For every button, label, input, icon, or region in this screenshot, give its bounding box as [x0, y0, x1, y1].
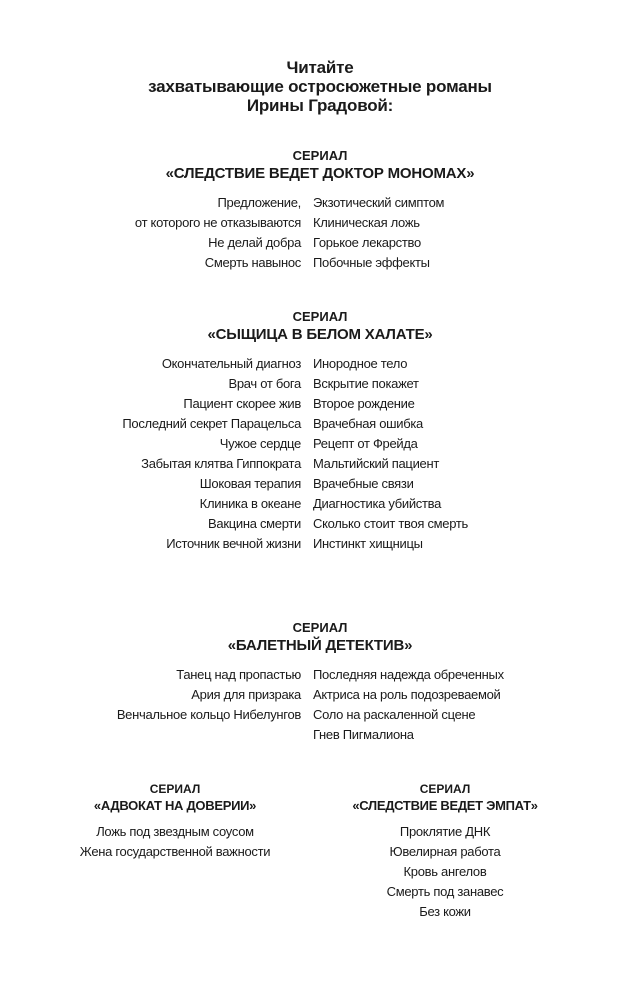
book-title: Последняя надежда обреченных	[313, 667, 504, 682]
book-title: Врач от бога	[228, 376, 301, 391]
book-title: Мальтийский пациент	[313, 456, 439, 471]
heading-line-1: Читайте	[286, 58, 354, 77]
book-title: Клиника в океане	[199, 496, 301, 511]
book-list-left	[135, 193, 301, 273]
book-title: Вакцина смерти	[208, 516, 301, 531]
book-title: Проклятие ДНК	[399, 824, 491, 839]
book-title: Инстинкт хищницы	[313, 536, 423, 551]
book-title: Жена государственной важности	[79, 844, 271, 859]
book-title: Актриса на роль подозреваемой	[313, 687, 501, 702]
book-title: Смерть навынос	[204, 255, 301, 270]
book-title: Не делай добра	[208, 235, 301, 250]
book-title: Без кожи	[419, 904, 471, 919]
book-title: Врачебные связи	[313, 476, 414, 491]
serial-label: СЕРИАЛ	[292, 620, 348, 635]
book-list-right	[313, 193, 444, 273]
book-title: Инородное тело	[313, 356, 408, 371]
serial-label: СЕРИАЛ	[292, 309, 348, 324]
book-title: Окончательный диагноз	[161, 356, 301, 371]
book-title: Забытая клятва Гиппократа	[141, 456, 301, 471]
serial-lawyer-on-trust	[60, 782, 290, 862]
book-list-right	[313, 665, 504, 745]
serial-label: СЕРИАЛ	[419, 782, 471, 796]
serial-sleuth-white-coat	[0, 309, 640, 554]
book-title: Диагностика убийства	[313, 496, 442, 511]
serial-title: «АДВОКАТ НА ДОВЕРИИ»	[93, 798, 257, 813]
book-title: Венчальное кольцо Нибелунгов	[116, 707, 301, 722]
book-title: Ложь под звездным соусом	[96, 824, 254, 839]
page-heading	[0, 58, 640, 115]
book-title: Экзотический симптом	[313, 195, 445, 210]
book-title: Врачебная ошибка	[313, 416, 423, 431]
book-title: Источник вечной жизни	[166, 536, 301, 551]
serial-empath-investigation	[340, 782, 550, 922]
book-title: Второе рождение	[313, 396, 415, 411]
book-title: Вскрытие покажет	[313, 376, 419, 391]
heading-line-3: Ирины Градовой:	[246, 96, 394, 115]
serial-doctor-monomakh	[0, 148, 640, 273]
book-title: от которого не отказываются	[134, 215, 301, 230]
book-list-right	[313, 354, 468, 554]
serial-label: СЕРИАЛ	[292, 148, 348, 163]
book-title: Чужое сердце	[219, 436, 301, 451]
serial-label: СЕРИАЛ	[149, 782, 201, 796]
serial-title: «СЫЩИЦА В БЕЛОМ ХАЛАТЕ»	[207, 326, 433, 343]
book-title: Смерть под занавес	[386, 884, 504, 899]
book-title: Шоковая терапия	[199, 476, 301, 491]
book-list-left	[122, 354, 301, 554]
serial-ballet-detective	[0, 620, 640, 745]
book-title: Ария для призрака	[191, 687, 301, 702]
book-title: Кровь ангелов	[403, 864, 487, 879]
book-list	[340, 822, 550, 922]
book-list	[60, 822, 290, 862]
book-title: Пациент скорее жив	[183, 396, 301, 411]
serial-title: «СЛЕДСТВИЕ ВЕДЕТ ДОКТОР МОНОМАХ»	[165, 165, 475, 182]
book-title: Соло на раскаленной сцене	[313, 707, 476, 722]
book-title: Танец над пропастью	[176, 667, 301, 682]
heading-line-2: захватывающие остросюжетные романы	[148, 77, 492, 96]
book-title: Сколько стоит твоя смерть	[313, 516, 469, 531]
book-title: Горькое лекарство	[313, 235, 421, 250]
book-title: Побочные эффекты	[313, 255, 430, 270]
book-title: Ювелирная работа	[389, 844, 501, 859]
book-title: Клиническая ложь	[313, 215, 420, 230]
book-title: Последний секрет Парацельса	[122, 416, 301, 431]
serial-title: «СЛЕДСТВИЕ ВЕДЕТ ЭМПАТ»	[352, 798, 538, 813]
book-title: Гнев Пигмалиона	[313, 727, 414, 742]
serial-title: «БАЛЕТНЫЙ ДЕТЕКТИВ»	[227, 637, 413, 654]
book-title: Предложение,	[217, 195, 301, 210]
book-list-left	[117, 665, 301, 725]
book-title: Рецепт от Фрейда	[313, 436, 418, 451]
